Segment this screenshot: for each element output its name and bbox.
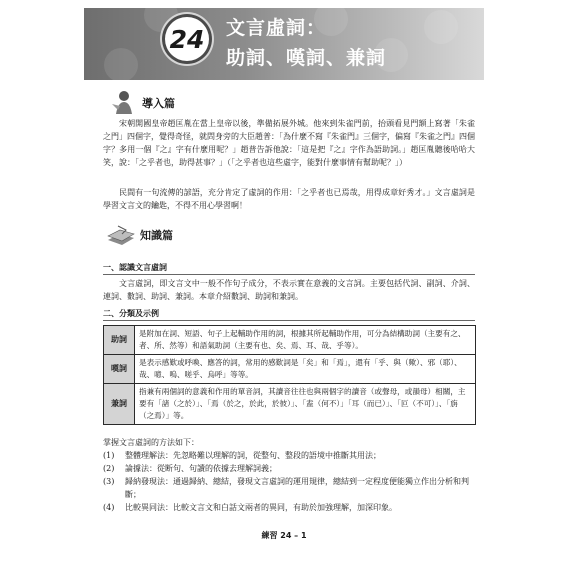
methods-block: [103, 436, 483, 514]
book-icon: [106, 224, 136, 246]
list-item: [103, 449, 483, 462]
list-item-text: 整體理解法：先忽略難以理解的詞，從整句、整段的語境中推斷其用法；: [125, 451, 381, 460]
intro-paragraph-2: 民間有一句流傳的諺語，充分肯定了虛詞的作用：「之乎者也已焉哉，用得成章好秀才。」文言虛詞是學習文言文的鑰匙，不得不用心學習啊！: [103, 188, 475, 210]
knowledge-section-head: [106, 224, 173, 246]
row-text-fusion-word: 指兼有兩個詞的意義和作用的單音詞，其讀音往往也與兩個字的讀音（或聲母，或韻母）相關，主要有「諸（之於）」、「焉（於之，於此，於彼）」、「盍（何不）」「耳（而已）」、「叵（不可）」、「旃（之焉）」等。: [135, 384, 476, 425]
intro-paragraph-1: 宋朝開國皇帝趙匡胤在當上皇帝以後，準備拓展外城。他來到朱雀門前，抬頭看見門額上寫著「朱雀之門」四個字，覺得奇怪，就問身旁的大臣趙普：「為什麼不寫『朱雀門』三個字，偏寫『朱雀之門』四個字？多用一個『之』字有什麼用呢？」趙普告訴他說：「這是把『之』字作為語助詞。」趙匡胤聽後哈哈大笑，說：「之乎者也，助得甚事？」（「之乎者也這些虛字，能對什麼事情有幫助呢？」）: [103, 119, 475, 167]
intro-section-head: [108, 90, 175, 116]
row-head-fusion-word: 兼詞: [104, 384, 135, 425]
row-head-particle: 助詞: [104, 326, 135, 355]
list-item-number: (1): [103, 451, 115, 460]
list-item-text: 歸納發現法：通過歸納、總結，發現文言虛詞的運用規律，總結到一定程度便能獨立作出分析和判斷；: [125, 477, 469, 499]
table-row: [104, 326, 476, 355]
row-text-interjection: 是表示感歎或呼喚、應答的詞，常用的感歎詞是「矣」和「焉」，還有「乎、與（歟）、邪（耶）、哉、噫、嗚、嗟乎、烏呼」等等。: [135, 355, 476, 384]
page-title-line2: 助詞、嘆詞、兼詞: [226, 47, 387, 69]
intro-label: 導入篇: [142, 97, 175, 110]
table-row: [104, 355, 476, 384]
row-head-interjection: 嘆詞: [104, 355, 135, 384]
lesson-number-badge: [162, 14, 212, 64]
table-row: [104, 384, 476, 425]
list-item-number: (3): [103, 477, 115, 486]
classification-table: [103, 325, 476, 425]
list-item: [103, 501, 483, 514]
knowledge-label: 知識篇: [140, 229, 173, 242]
list-item-text: 論據法：從断句、句讀的依據去理解詞義；: [125, 464, 277, 473]
methods-intro: 掌握文言虛詞的方法如下：: [103, 438, 199, 447]
definition-text: 文言虛詞，即文言文中一般不作句子成分，不表示實在意義的文言詞。主要包括代詞、副詞、介詞、連詞、數詞、助詞、兼詞。本章介紹數詞、助詞和兼詞。: [103, 279, 475, 301]
page-number: 練習 24 – 1: [261, 531, 307, 540]
list-item-number: (4): [103, 503, 115, 512]
subheading-1: 一、認識文言虛詞: [103, 263, 167, 272]
lesson-number: 24: [169, 24, 205, 54]
list-item: [103, 462, 483, 475]
row-text-particle: 是附加在詞、短語、句子上起輔助作用的詞，根據其所起輔助作用，可分為結構助詞（主要有之、者、所、然等）和語氣助詞（主要有也、矣、焉、耳、哉、乎等）。: [135, 326, 476, 355]
list-item-text: 比較異同法：比較文言文和白話文兩者的異同，有助於加強理解，加深印象。: [125, 503, 397, 512]
subheading-2: 二、分類及示例: [103, 309, 159, 318]
list-item: [103, 475, 483, 501]
subheading-1-rule: [103, 274, 475, 275]
list-item-number: (2): [103, 464, 115, 473]
page-title-line1: 文言虛詞：: [226, 17, 327, 39]
thinking-figure-icon: [108, 90, 138, 116]
subheading-2-rule: [103, 320, 475, 321]
